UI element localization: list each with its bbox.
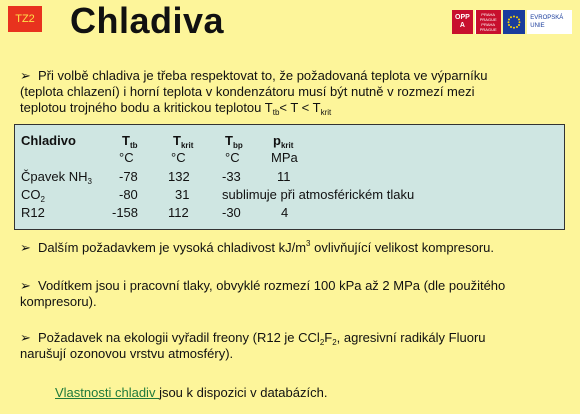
header-tbp: $T_{bp}$ (225, 133, 243, 150)
unit-tbp: °C (225, 150, 240, 165)
eu-text-1: EVROPSKÁ (530, 15, 564, 21)
paragraph-1 (20, 68, 565, 116)
row-tb: -78 (119, 169, 138, 184)
eu-logo-text (527, 10, 572, 34)
refrigerant-table (14, 124, 565, 230)
p1-sub2: krit (320, 108, 332, 117)
footer-text: jsou k dispozici v databázích. (159, 385, 328, 400)
row-tkrit: 132 (168, 169, 190, 184)
table-header-row (15, 133, 564, 149)
row-tkrit: 31 (175, 187, 190, 202)
header-tkrit: $T_{krit}$ (173, 133, 194, 150)
p2-text-b: ovlivňující velikost kompresoru. (310, 240, 495, 255)
p1-line1: Při volbě chladiva je třeba respektovat to, že požadovaná teplota ve výparníku (38, 68, 488, 83)
p4-text-c: , agresivní radikály Fluoru (336, 330, 486, 345)
row-pkrit: 4 (281, 205, 289, 220)
bullet-icon: ➢ (20, 240, 31, 255)
praha-logo: PRAHA PRAGUE PRAHA PRAGUE (475, 10, 501, 34)
unit-pkrit: MPa (271, 150, 298, 165)
p2-sup: 3 (306, 239, 311, 248)
row-tbp: -30 (222, 205, 241, 220)
slide-badge: TZ2 (8, 6, 42, 32)
unit-tkrit: °C (171, 150, 186, 165)
footer-line (55, 385, 555, 401)
header-pkrit: $p_{krit}$ (273, 133, 294, 150)
row-tkrit: 112 (168, 205, 189, 220)
eu-text-2: UNIE (530, 23, 545, 29)
page-title: Chladiva (70, 0, 225, 41)
p4-sub1: 2 (319, 338, 325, 347)
header-name: Chladivo (21, 133, 76, 148)
row-name: $CO_2$ (21, 187, 45, 204)
row-name: R12 (21, 205, 45, 220)
p3-line1: Vodítkem jsou i pracovní tlaky, obvyklé rozmezí 100 kPa až 2 MPa (dle použitého (38, 278, 506, 293)
p2-text-a: Dalším požadavkem je vysoká chladivost kJ/m (38, 240, 307, 255)
p4-sub2: 2 (332, 338, 337, 347)
table-row (15, 169, 564, 185)
eu-flag-icon (503, 10, 526, 34)
p1-line3b: < T < T (279, 100, 321, 115)
row-tb: -80 (119, 187, 138, 202)
p3-line2: kompresoru). (20, 294, 97, 309)
row-tb: -158 (112, 205, 139, 220)
paragraph-2 (20, 240, 565, 256)
p4-text-a: Požadavek na ekologii vyřadil freony (R12 je CCl (38, 330, 320, 345)
logos (452, 10, 572, 36)
header-tb: $T_{tb}$ (122, 133, 138, 150)
row-tbp: sublimuje při atmosférickém tlaku (222, 187, 415, 202)
oppa-logo: OPP A (452, 10, 473, 34)
paragraph-4 (20, 330, 565, 362)
p4-line2: narušují ozonovou vrstvu atmosféry). (20, 346, 234, 361)
table-row (15, 187, 564, 203)
p1-line2: (teplota chlazení) i horní teplota v kondenzátoru musí být nutně v rozmezí mezi (20, 84, 475, 99)
paragraph-3 (20, 278, 565, 310)
unit-tb: °C (119, 150, 134, 165)
properties-link[interactable]: Vlastnosti chladiv (55, 385, 160, 400)
row-pkrit: 11 (277, 169, 291, 184)
bullet-icon: ➢ (20, 68, 31, 83)
p1-sub1: tb (272, 108, 280, 117)
row-tbp: -33 (222, 169, 241, 184)
p4-text-b: F (324, 330, 333, 345)
table-units-row (15, 150, 564, 166)
bullet-icon: ➢ (20, 278, 31, 293)
row-name: Čpavek $NH_3$ (21, 169, 92, 186)
table-row (15, 205, 564, 221)
bullet-icon: ➢ (20, 330, 31, 345)
p1-line3: teplotou trojného bodu a kritickou teplotou T (20, 100, 273, 115)
